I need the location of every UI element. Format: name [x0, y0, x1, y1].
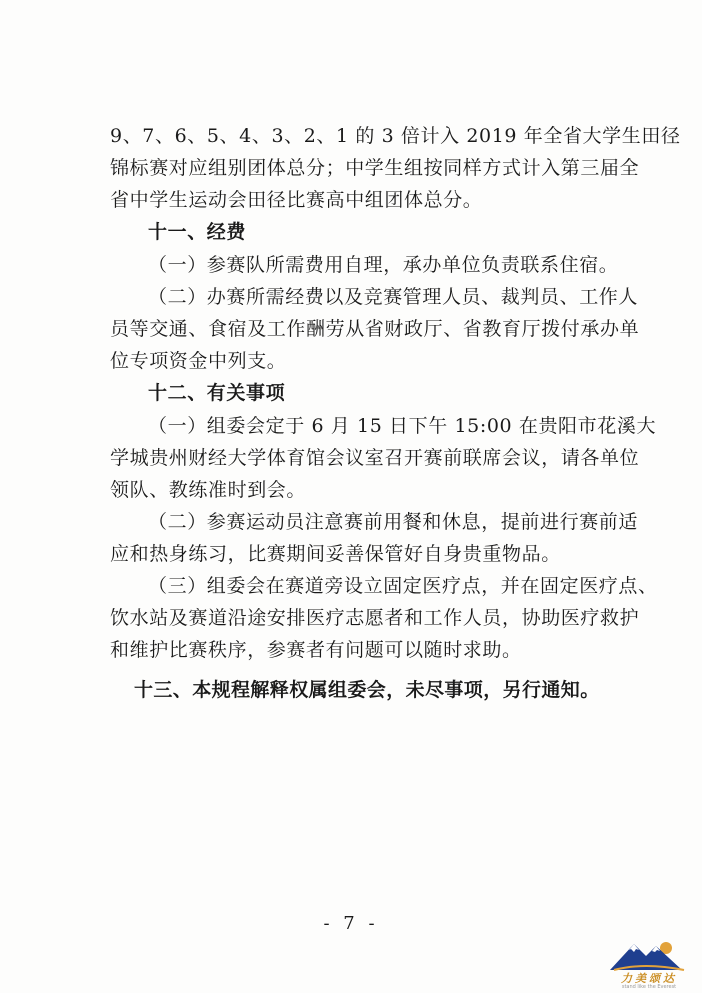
text-line: 锦标赛对应组别团体总分；中学生组按同样方式计入第三届全	[110, 157, 640, 179]
text-line: 饮水站及赛道沿途安排医疗志愿者和工作人员，协助医疗救护	[110, 607, 640, 629]
mountain-logo-icon	[604, 936, 694, 972]
text-line: 和维护比赛秩序，参赛者有问题可以随时求助。	[110, 639, 522, 661]
logo-subtext: stand like the Everest	[621, 984, 677, 990]
paragraph-matters-3	[110, 570, 658, 666]
brand-logo	[604, 936, 694, 990]
paragraph-funding-2	[110, 281, 640, 377]
text-line: 位专项资金中列支。	[110, 350, 287, 372]
text-line: 省中学生运动会田径比赛高中组团体总分。	[110, 189, 483, 211]
document-body	[110, 120, 681, 708]
text-line: （三）组委会在赛道旁设立固定医疗点，并在固定医疗点、	[148, 575, 658, 597]
paragraph-funding-1	[110, 249, 619, 281]
text-line: 学城贵州财经大学体育馆会议室召开赛前联席会议，请各单位	[110, 447, 640, 469]
section-heading-interpretation: 十三、本规程解释权属组委会，未尽事项，另行通知。	[134, 679, 600, 701]
text-line: （二）办赛所需经费以及竞赛管理人员、裁判员、工作人	[148, 286, 639, 308]
paragraph-matters-2	[110, 506, 639, 570]
text-line: （一）参赛队所需费用自理，承办单位负责联系住宿。	[148, 254, 619, 276]
text-line: （二）参赛运动员注意赛前用餐和休息，提前进行赛前适	[148, 511, 639, 533]
paragraph-scoring	[110, 120, 681, 216]
text-line: （一）组委会定于 6 月 15 日下午 15:00 在贵阳市花溪大	[148, 415, 657, 437]
text-line: 9、7、6、5、4、3、2、1 的 3 倍计入 2019 年全省大学生田径	[110, 125, 681, 147]
text-line: 领队、教练准时到会。	[110, 479, 307, 501]
text-line: 应和热身练习，比赛期间妥善保管好自身贵重物品。	[110, 543, 561, 565]
page-number: - 7 -	[323, 913, 379, 934]
text-line: 员等交通、食宿及工作酬劳从省财政厅、省教育厅拨付承办单	[110, 318, 640, 340]
section-heading-matters: 十二、有关事项	[148, 382, 286, 404]
logo-text: 力美颂达	[621, 972, 677, 985]
paragraph-matters-1	[110, 410, 657, 506]
section-heading-funding: 十一、经费	[148, 221, 247, 243]
